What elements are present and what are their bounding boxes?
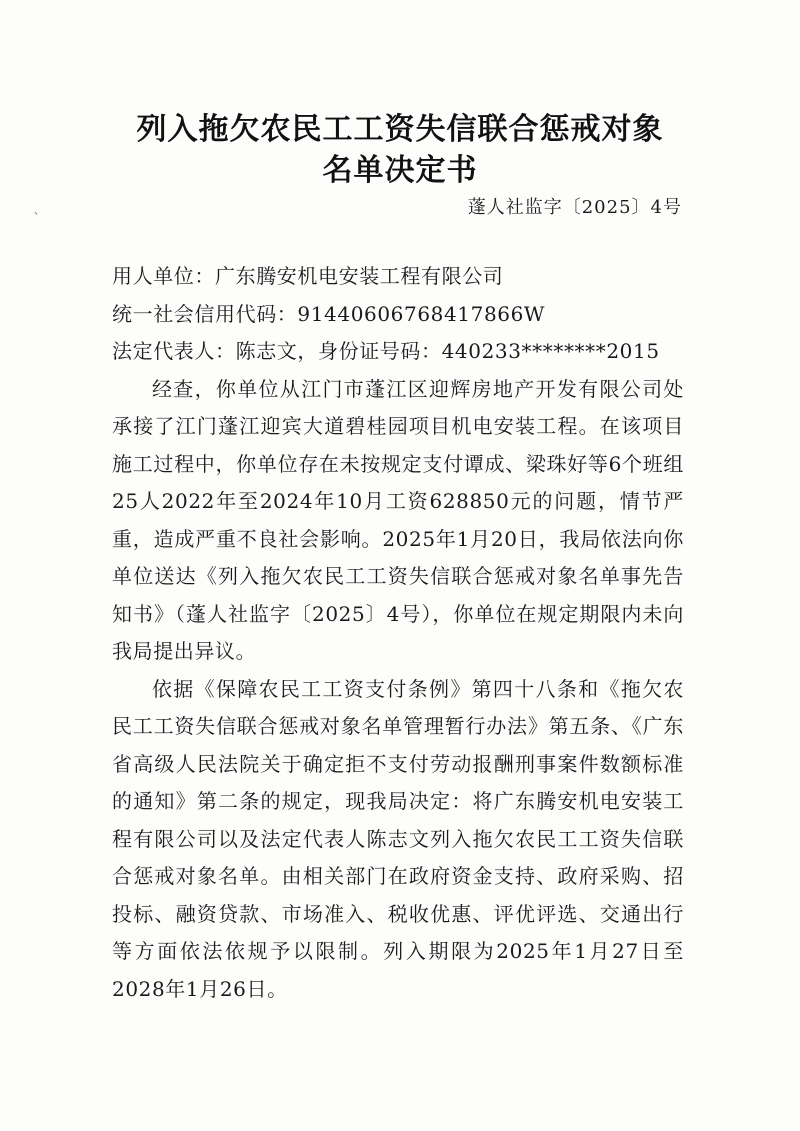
document-title-line-1: 列入拖欠农民工工资失信联合惩戒对象 [136,112,664,147]
findings-paragraph: 经查，你单位从江门市蓬江区迎辉房地产开发有限公司处承接了江门蓬江迎宾大道碧桂园项目机电安装工程。在该项目施工过程中，你单位存在未按规定支付谭成、梁珠好等6个班组25人2022年至2024年10月工资628850元的问题，情节严重，造成严重不良社会影响。2025年1月20日，我局依法向你单位送达《列入拖欠农民工工资失信联合惩戒对象名单事先告知书》（蓬人社监字〔2025〕4号），你单位在规定期限内未向我局提出异议。 [112,376,684,663]
decision-paragraph: 依据《保障农民工工资支付条例》第四十八条和《拖欠农民工工资失信联合惩戒对象名单管理暂行办法》第五条、《广东省高级人民法院关于确定拒不支付劳动报酬刑事案件数额标准的通知》第二条的规定，现我局决定：将广东腾安机电安装工程有限公司以及法定代表人陈志文列入拖欠农民工工资失信联合惩戒对象名单。由相关部门在政府资金支持、政府采购、招投标、融资贷款、市场准入、税收优惠、评优评选、交通出行等方面依法依规予以限制。列入期限为2025年1月27日至2028年1月26日。 [112,676,684,1001]
document-body [112,258,684,1008]
scan-mark: 、 [34,206,44,217]
legal-representative-line: 法定代表人：陈志文，身份证号码：440233********2015 [112,339,660,363]
document-number: 蓬人社监字〔2025〕4号 [467,197,682,218]
employer-line: 用人单位：广东腾安机电安装工程有限公司 [112,264,504,288]
document-title-line-2: 名单决定书 [322,153,478,188]
credit-code-line: 统一社会信用代码：91440606768417866W [112,301,546,326]
